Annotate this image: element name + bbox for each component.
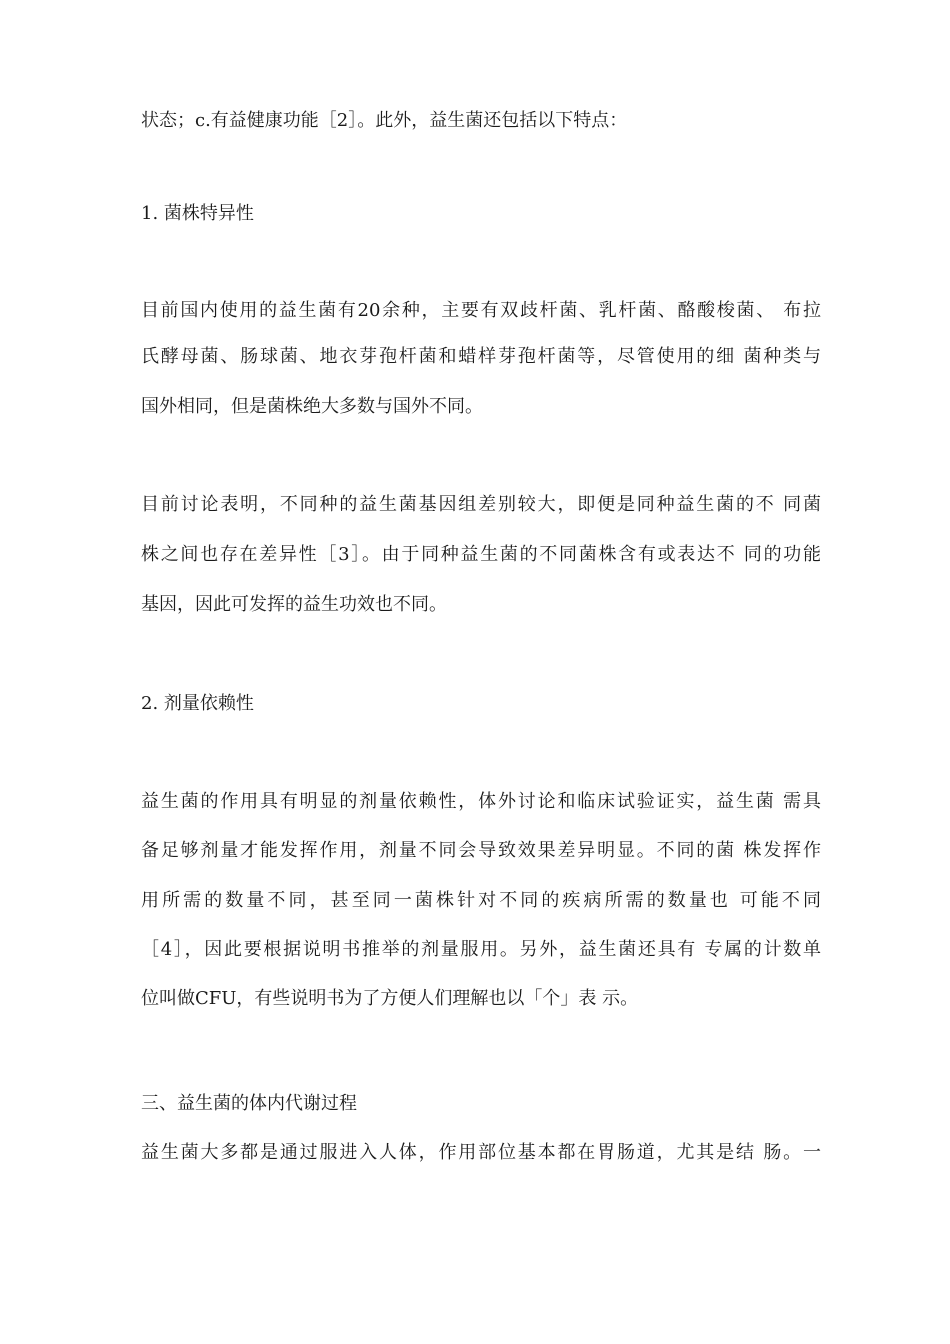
paragraph-3-line-3: 用所需的数量不同，甚至同一菌株针对不同的疾病所需的数量也 可能不同: [141, 890, 821, 911]
paragraph-1-line-2: 氏酵母菌、肠球菌、地衣芽孢杆菌和蜡样芽孢杆菌等，尽管使用的细 菌种类与: [141, 346, 821, 367]
paragraph-3-line-4: ［4］，因此要根据说明书推举的剂量服用。另外，益生菌还具有 专属的计数单: [141, 939, 821, 960]
section-heading-metabolism: 三、益生菌的体内代谢过程: [141, 1093, 357, 1114]
paragraph-2-line-2: 株之间也存在差异性［3］。由于同种益生菌的不同菌株含有或表达不 同的功能: [141, 544, 821, 565]
paragraph-3-line-2: 备足够剂量才能发挥作用，剂量不同会导致效果差异明显。不同的菌 株发挥作: [141, 840, 821, 861]
section-heading-dose-dependence: 2. 剂量依赖性: [141, 693, 254, 714]
paragraph-3-line-1: 益生菌的作用具有明显的剂量依赖性，体外讨论和临床试验证实，益生菌 需具: [141, 791, 821, 812]
paragraph-2-line-1: 目前讨论表明，不同种的益生菌基因组差别较大，即便是同种益生菌的不 同菌: [141, 494, 821, 515]
paragraph-1-line-1: 目前国内使用的益生菌有20余种，主要有双歧杆菌、乳杆菌、酪酸梭菌、 布拉: [141, 300, 821, 321]
section-heading-strain-specificity: 1. 菌株特异性: [141, 203, 254, 224]
paragraph-4-line-1: 益生菌大多都是通过服进入人体，作用部位基本都在胃肠道，尤其是结 肠。一: [141, 1142, 821, 1163]
paragraph-2-line-3: 基因，因此可发挥的益生功效也不同。: [141, 594, 447, 615]
paragraph-1-line-3: 国外相同，但是菌株绝大多数与国外不同。: [141, 396, 483, 417]
intro-line: 状态；c.有益健康功能［2］。此外，益生菌还包括以下特点：: [141, 110, 628, 131]
paragraph-3-line-5: 位叫做CFU，有些说明书为了方便人们理解也以「个」表 示。: [141, 988, 639, 1009]
